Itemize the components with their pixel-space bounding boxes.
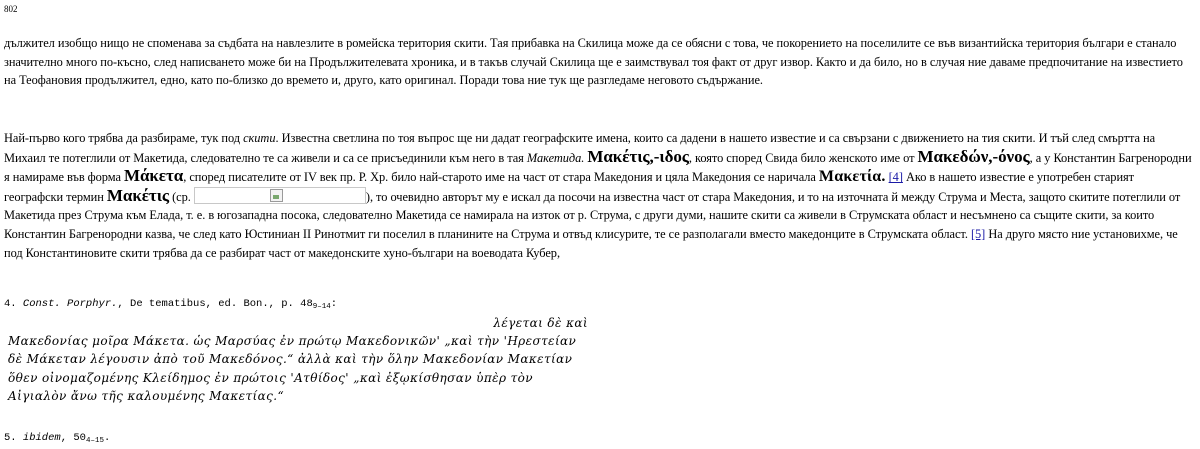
text-segment: (ср.	[169, 189, 194, 204]
greek-quote-line: Αἰγιαλὸν ἄνω τῆς καλουμένης Μακετίας.“	[8, 388, 285, 403]
text-segment: . Известна светлина по тоя въпрос ще ни дадат географските имена, които са дадени в нашето известие и са свързани с движението на тия скити. И тъй след смъртта на Михаил те потеглили от Макетида, следователно те са живели и са се присъединили към него в тая	[4, 131, 1156, 165]
footnote-tail: .	[103, 432, 111, 444]
italic-term: скити	[243, 131, 276, 145]
footnote-number: 4.	[4, 298, 23, 310]
greek-term: Μακέτις	[106, 185, 170, 205]
text-segment: На друго място ние установихме, че под Константиновите скити трябва да се разбират част от македонските хуно-българи на воеводата Кубер,	[4, 226, 1178, 260]
greek-quote-line: λέγεται δὲ καὶ	[493, 316, 588, 330]
text-segment: Ако в нашето известие е употребен старият географски термин	[4, 170, 1135, 204]
text-segment: ), то очевидно авторът му е искал да посочи на известна част от стара Македония, и то на източната й между Струма и Места, защото скитите потеглили от Макетида през Струма към Елада, т. е. в югозападна посока, следователно Макетида се намирала на изток от р. Струма, с други думи, нашите скити са живели в Струмската област и несъмнено са същите скити, за които Константин Багренородни казва, че след като Юстиниан II Ринотмит ги поселил в планините на Струма и отвъд клисурите, те се разполагали вместо македонците в Струмската област.	[4, 189, 1181, 241]
greek-quote-line: Μακεδονίας μοῖρα Μάκετα. ὡς Μαρσύας ἐν πρώτῳ Μακεδονικῶν' „καὶ τὴν 'Ηρεστείαν	[8, 334, 577, 349]
text-segment: , според писателите от IV век пр. Р. Хр. било най-старото име на част от стара Македония и цяла Македония се наричала	[183, 170, 819, 185]
footnote-5	[4, 432, 110, 445]
greek-term: Μακετία.	[818, 168, 886, 186]
footnote-source: ibidem	[22, 432, 61, 444]
footnote-text: , 50	[60, 432, 86, 444]
greek-term: Μακέτις,-ιδος	[587, 146, 689, 166]
broken-image-placeholder	[194, 187, 366, 204]
footnote-4	[4, 298, 337, 311]
paragraph-2	[4, 129, 1194, 262]
text-segment: , а у Константин Багренородни я намираме във форма	[4, 150, 1192, 185]
greek-term: Μάκετα	[123, 166, 184, 186]
greek-quote-line: δὲ Μάκεταν λέγουσιν ἀπὸ τοῦ Μακεδόνος.“ ἀλλὰ καὶ τὴν ὅλην Μακεδονίαν Μακετίαν	[8, 352, 573, 367]
footnote-tail: :	[330, 298, 338, 310]
footnote-link-5[interactable]: [5]	[970, 226, 986, 241]
footnote-link-4[interactable]: [4]	[888, 170, 903, 185]
text-segment: Най-първо кого трябва да разбираме, тук под	[4, 131, 244, 145]
footnote-source: Const. Porphyr.	[22, 298, 118, 310]
greek-term: Μακεδών,-όνος	[917, 146, 1030, 166]
broken-image-icon	[270, 189, 283, 202]
footnote-subscript: 4–15	[85, 437, 104, 445]
footnote-number: 5.	[4, 432, 23, 444]
italic-term: Макетида.	[526, 150, 585, 165]
paragraph-1: дължител изобщо нищо не споменава за съдбата на навлезлите в ромейска територия скити. Тая прибавка на Скилица може да се обясни с това, че покорението на поселилите се във византийска територия българи е станало значително много по-късно, след написването може би на Продължителевата хроника, и в такъв случай Скилица ще е заимствувал тоя факт от друг извор. Както и да било, но в случая ние даваме предпочитание на известието на Теофановия продължител, едно, като по-близко до времето и, друго, като оригинал. Поради това ние тук ще разгледаме неговото съдържание.	[4, 36, 1183, 88]
footnote-subscript: 9–14	[312, 303, 331, 311]
greek-quote-image	[8, 314, 588, 405]
page-number: 802	[4, 4, 18, 14]
text-segment: , която според Свида било женското име от	[688, 150, 918, 165]
footnote-text: , De tematibus, ed. Bon., p. 48	[117, 298, 313, 310]
greek-quote-line: ὅθεν οἰνομαζομένης Κλείδημος ἐν πρώτοις 'Ατθίδος' „καὶ ἐξῳκίσθησαν ὑπὲρ τὸν	[8, 370, 533, 385]
